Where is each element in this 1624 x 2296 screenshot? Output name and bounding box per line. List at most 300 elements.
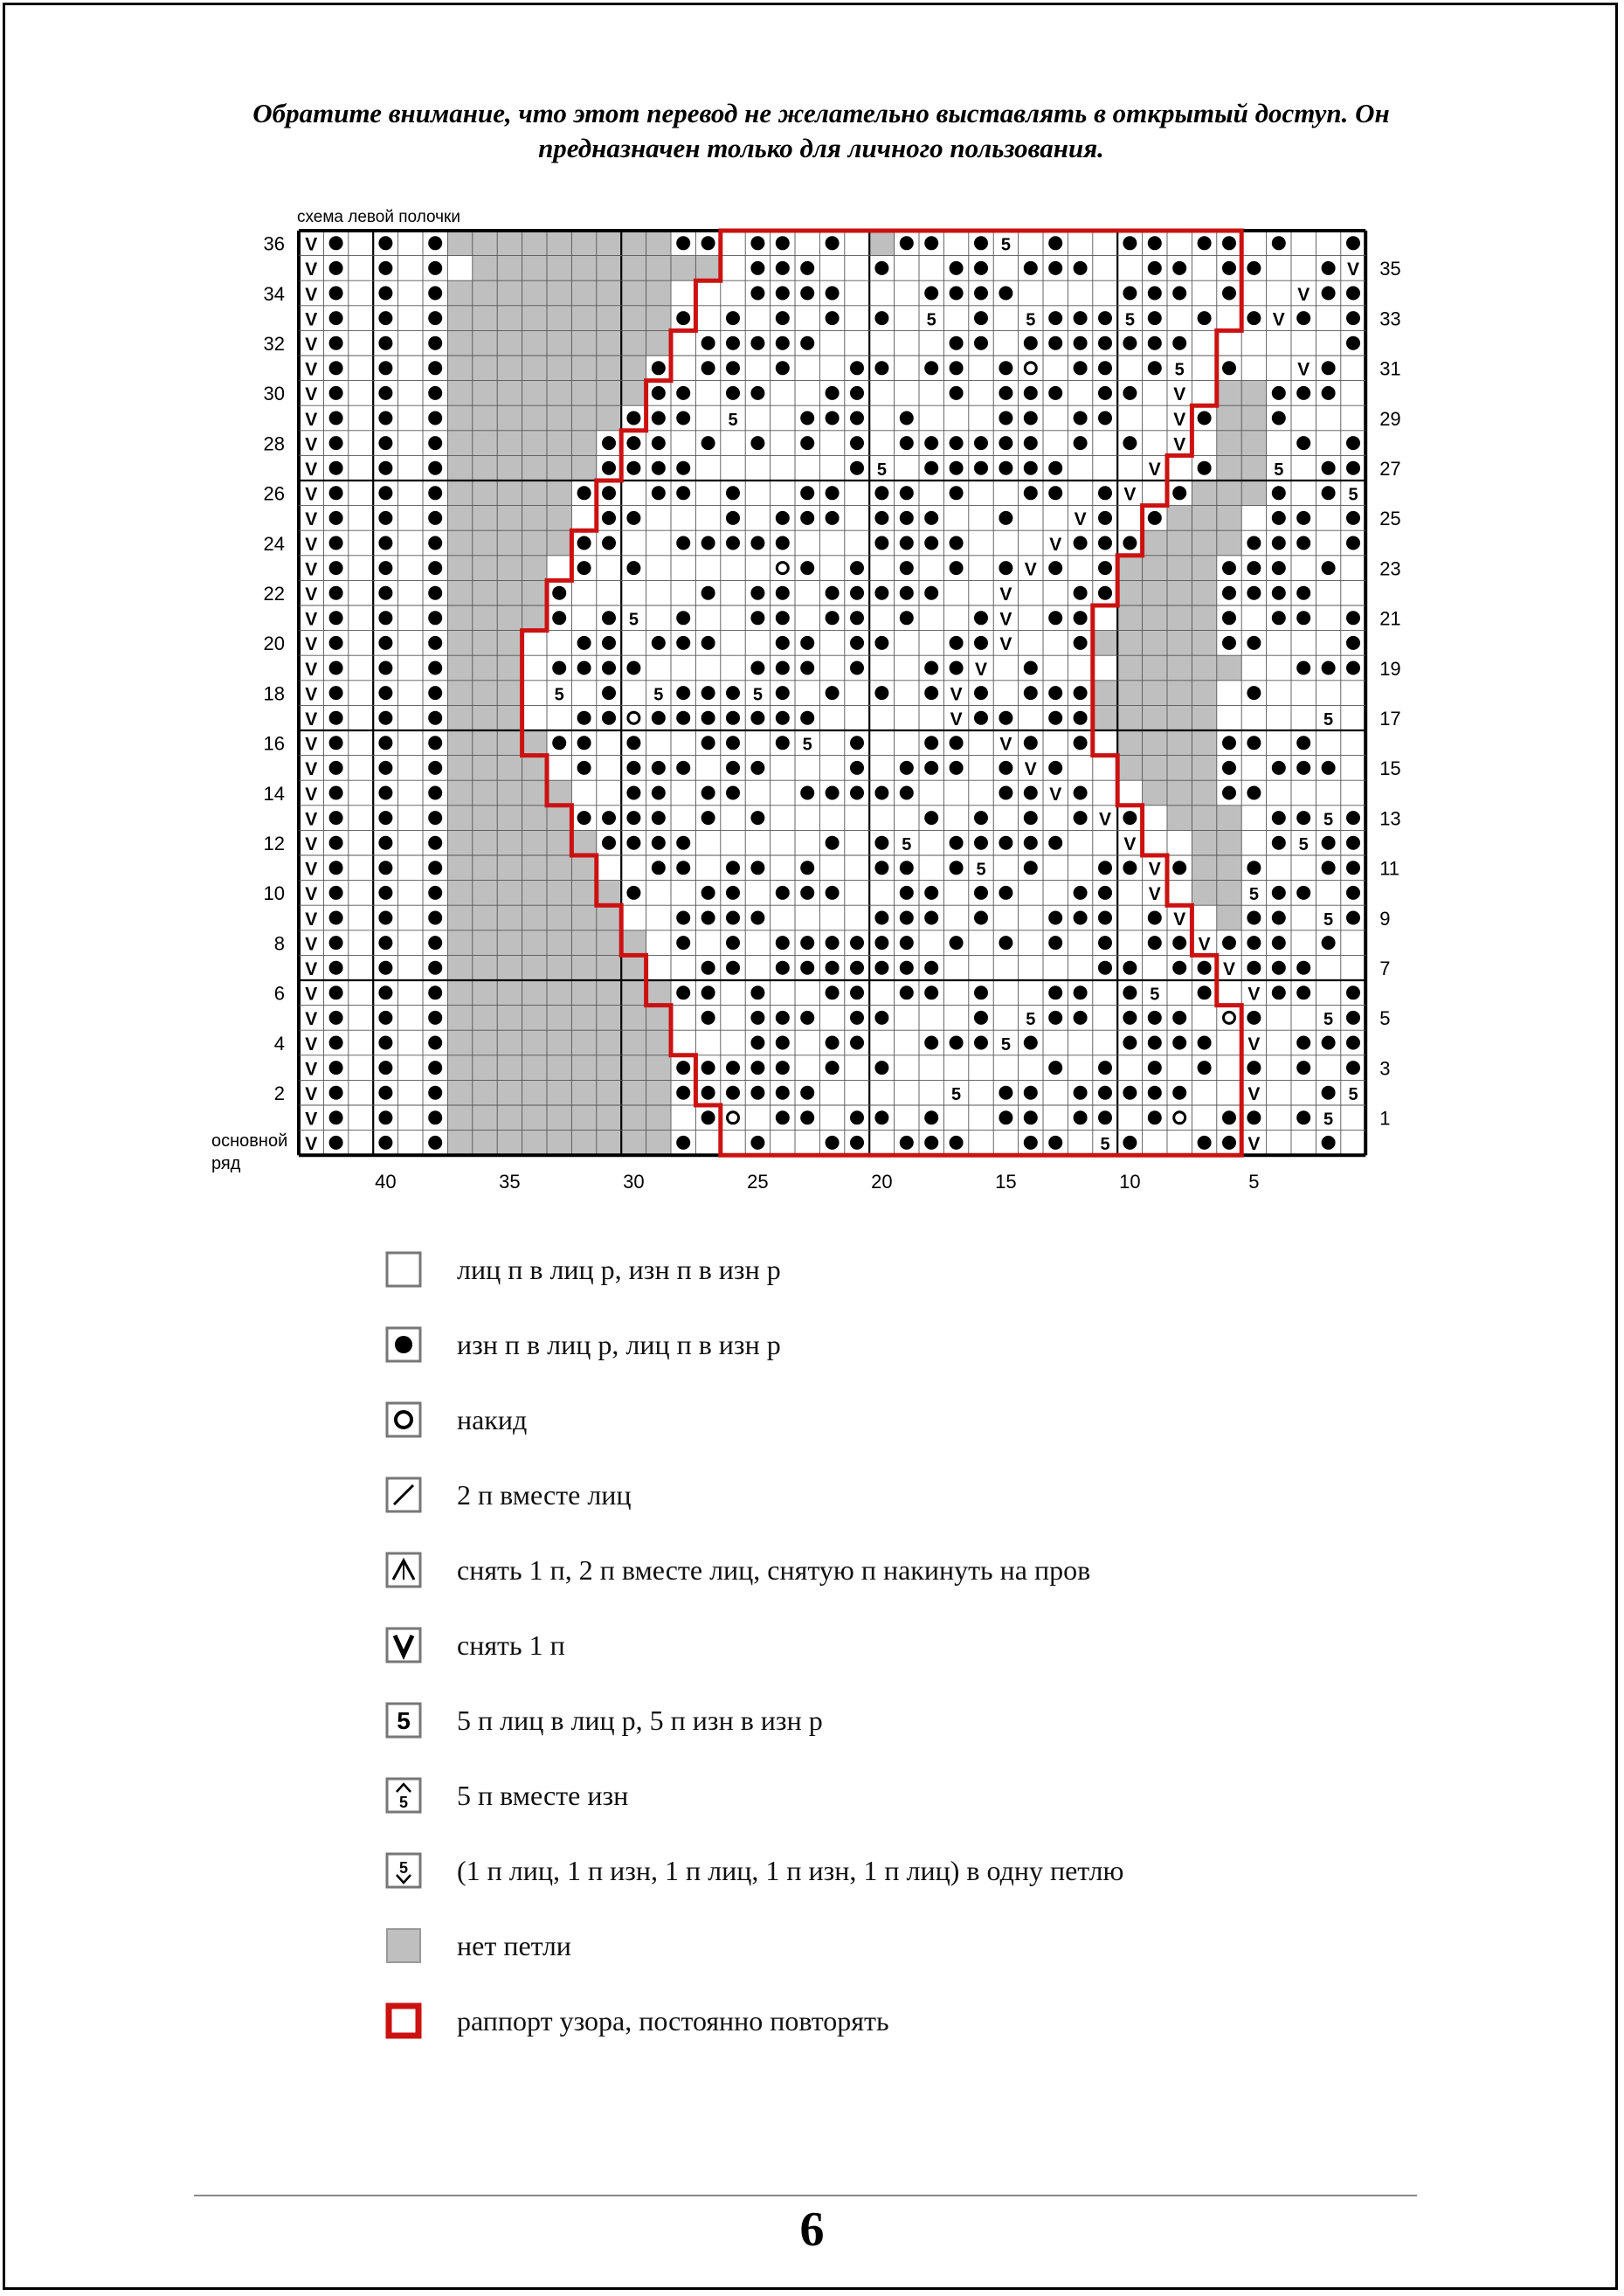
no-stitch-cell xyxy=(497,905,522,930)
no-stitch-cell xyxy=(522,830,547,855)
slip-v: V xyxy=(305,559,318,580)
no-stitch-cell xyxy=(1192,780,1216,806)
purl-dot xyxy=(1024,686,1038,700)
no-stitch-cell xyxy=(522,256,547,281)
no-stitch-cell xyxy=(473,580,497,605)
no-stitch-cell xyxy=(497,431,522,456)
no-stitch-cell xyxy=(1167,556,1192,581)
yarn-over xyxy=(777,563,788,574)
no-stitch-cell xyxy=(597,1055,621,1081)
no-stitch-cell xyxy=(547,905,571,930)
legend-text: изн п в лиц р, лиц п в изн р xyxy=(457,1328,781,1360)
no-stitch-cell xyxy=(1143,730,1167,756)
purl-dot xyxy=(1222,561,1236,575)
no-stitch-cell xyxy=(522,506,547,531)
row-label-right: 1 xyxy=(1379,1107,1391,1130)
purl-dot xyxy=(652,436,666,450)
no-stitch-cell xyxy=(1093,705,1117,730)
purl-dot xyxy=(974,886,988,900)
purl-dot xyxy=(726,361,740,375)
purl-dot xyxy=(776,1011,790,1025)
no-stitch-cell xyxy=(597,955,621,980)
purl-dot xyxy=(950,361,964,375)
no-stitch-cell xyxy=(1117,756,1142,781)
purl-dot xyxy=(1098,411,1112,425)
purl-dot xyxy=(950,461,964,475)
no-stitch-cell xyxy=(597,881,621,906)
five-up-icon xyxy=(384,1776,423,1815)
purl-dot xyxy=(900,436,914,450)
purl-dot xyxy=(626,511,640,525)
no-stitch-cell xyxy=(1192,556,1216,581)
repeat-square-icon xyxy=(384,2002,423,2040)
five-stitch: 5 xyxy=(1348,1085,1358,1104)
purl-dot xyxy=(577,711,591,725)
purl-dot xyxy=(652,786,666,800)
slip-v: V xyxy=(305,359,318,380)
purl-dot xyxy=(1172,1036,1186,1050)
no-stitch-cell xyxy=(447,455,472,481)
no-stitch-cell xyxy=(447,830,472,855)
slip-v: V xyxy=(1198,934,1211,955)
purl-dot xyxy=(999,711,1012,725)
purl-dot xyxy=(1024,786,1038,800)
purl-dot xyxy=(1346,836,1360,850)
slip-v: V xyxy=(305,959,318,979)
no-stitch-cell xyxy=(447,431,472,456)
purl-dot xyxy=(999,561,1012,575)
purl-dot xyxy=(1123,236,1137,250)
purl-dot xyxy=(1247,936,1261,950)
no-stitch-cell xyxy=(447,306,472,331)
no-stitch-cell xyxy=(597,280,621,306)
purl-dot xyxy=(329,586,343,600)
purl-dot xyxy=(1148,1110,1162,1124)
purl-dot xyxy=(924,811,938,825)
purl-dot xyxy=(1074,636,1088,650)
purl-dot xyxy=(1123,386,1137,400)
purl-dot xyxy=(726,1086,740,1100)
purl-dot xyxy=(974,436,988,450)
slip-v: V xyxy=(305,859,318,880)
slip-v: V xyxy=(1297,284,1310,305)
purl-dot xyxy=(1074,436,1088,450)
row-label-right: 5 xyxy=(1379,1007,1391,1030)
purl-dot xyxy=(900,761,914,775)
no-stitch-cell xyxy=(547,405,571,431)
purl-dot xyxy=(999,836,1012,850)
no-stitch-cell xyxy=(1241,455,1266,481)
purl-dot xyxy=(1148,1086,1162,1100)
purl-dot xyxy=(1098,1086,1112,1100)
purl-dot xyxy=(1296,985,1310,999)
purl-dot xyxy=(1272,886,1286,900)
purl-dot xyxy=(999,436,1012,450)
purl-dot xyxy=(428,486,442,500)
five-stitch: 5 xyxy=(1026,1010,1036,1030)
purl-dot xyxy=(602,811,616,825)
no-stitch-cell xyxy=(473,930,497,956)
purl-dot xyxy=(776,611,790,625)
no-stitch-cell xyxy=(447,780,472,806)
no-stitch-cell xyxy=(447,756,472,781)
column-label: 20 xyxy=(871,1171,893,1193)
purl-dot xyxy=(1123,436,1137,450)
purl-dot xyxy=(676,411,690,425)
five-stitch: 5 xyxy=(876,460,887,480)
no-stitch-cell xyxy=(597,356,621,381)
slip-v: V xyxy=(305,1084,318,1104)
no-stitch-cell xyxy=(597,1105,621,1131)
purl-dot xyxy=(750,261,764,275)
no-stitch-cell xyxy=(1167,780,1192,806)
purl-dot xyxy=(1322,936,1336,950)
purl-dot xyxy=(701,236,715,250)
purl-dot xyxy=(850,461,864,475)
purl-dot xyxy=(378,336,392,350)
purl-dot xyxy=(1247,861,1261,875)
purl-dot xyxy=(1296,536,1310,550)
no-stitch-cell xyxy=(497,256,522,281)
purl-dot xyxy=(329,461,343,475)
purl-dot xyxy=(378,411,392,425)
purl-dot xyxy=(826,985,840,999)
purl-dot xyxy=(800,1086,814,1100)
notice-line-2: предназначен только для личного пользования. xyxy=(538,133,1104,163)
no-stitch-cell xyxy=(597,980,621,1006)
no-stitch-cell xyxy=(447,1105,472,1131)
five-stitch: 5 xyxy=(976,860,986,880)
purl-dot xyxy=(1172,336,1186,350)
no-stitch-cell xyxy=(1192,730,1216,756)
purl-dot xyxy=(750,1036,764,1050)
purl-dot xyxy=(750,436,764,450)
no-stitch-cell xyxy=(597,1030,621,1055)
slip-v: V xyxy=(305,1059,318,1080)
purl-dot xyxy=(1346,436,1360,450)
purl-dot xyxy=(428,1086,442,1100)
purl-dot xyxy=(850,1011,864,1025)
no-stitch-cell xyxy=(473,280,497,306)
no-stitch-cell xyxy=(571,231,596,256)
purl-dot xyxy=(676,636,690,650)
purl-dot xyxy=(1172,261,1186,275)
purl-dot xyxy=(676,686,690,700)
purl-dot xyxy=(1346,636,1360,650)
purl-dot xyxy=(626,886,640,900)
no-stitch-cell xyxy=(522,405,547,431)
purl-dot xyxy=(1074,811,1088,825)
no-stitch-cell xyxy=(447,806,472,831)
purl-dot xyxy=(378,811,392,825)
no-stitch-cell xyxy=(497,405,522,431)
purl-dot xyxy=(626,736,640,750)
purl-dot xyxy=(378,761,392,775)
row-label-left: 18 xyxy=(263,682,285,705)
purl-dot xyxy=(701,961,715,975)
purl-dot xyxy=(701,1011,715,1025)
no-stitch-cell xyxy=(597,930,621,956)
no-stitch-cell xyxy=(522,905,547,930)
purl-dot xyxy=(924,586,938,600)
purl-dot xyxy=(776,711,790,725)
column-label: 35 xyxy=(499,1171,521,1193)
no-stitch-cell xyxy=(547,955,571,980)
row-label-right: 11 xyxy=(1379,857,1400,880)
no-stitch-cell xyxy=(646,330,671,356)
no-stitch-cell xyxy=(473,1055,497,1081)
purl-dot xyxy=(1346,461,1360,475)
no-stitch-cell xyxy=(522,881,547,906)
purl-dot xyxy=(1123,336,1137,350)
no-stitch-cell xyxy=(571,955,596,980)
legend-item-five-inc xyxy=(384,1833,1123,1908)
no-stitch-cell xyxy=(1167,705,1192,730)
purl-dot xyxy=(701,1086,715,1100)
purl-dot xyxy=(1222,586,1236,600)
purl-dot xyxy=(974,1011,988,1025)
no-stitch-cell xyxy=(547,1030,571,1055)
purl-dot xyxy=(1346,287,1360,301)
purl-dot xyxy=(1172,1086,1186,1100)
purl-dot xyxy=(378,1086,392,1100)
row-label-left: 24 xyxy=(263,532,285,555)
purl-dot xyxy=(950,561,964,575)
purl-dot xyxy=(378,736,392,750)
purl-dot xyxy=(999,886,1012,900)
purl-dot xyxy=(800,661,814,675)
slip-v: V xyxy=(305,259,318,280)
no-stitch-cell xyxy=(473,1030,497,1055)
purl-dot xyxy=(1048,911,1062,925)
row-label-right: 23 xyxy=(1379,557,1401,580)
purl-dot xyxy=(577,761,591,775)
no-stitch-cell xyxy=(473,905,497,930)
no-stitch-cell xyxy=(547,1131,571,1156)
purl-dot xyxy=(701,1061,715,1075)
purl-dot xyxy=(701,336,715,350)
no-stitch-cell xyxy=(497,481,522,506)
purl-dot xyxy=(676,1061,690,1075)
purl-dot xyxy=(1222,761,1236,775)
no-stitch-cell xyxy=(621,306,646,331)
row-label-right: 7 xyxy=(1379,958,1391,979)
no-stitch-cell xyxy=(1117,605,1142,631)
purl-dot xyxy=(850,561,864,575)
purl-dot xyxy=(826,586,840,600)
slip-v: V xyxy=(305,384,318,405)
purl-dot xyxy=(428,586,442,600)
purl-dot xyxy=(378,386,392,400)
purl-dot xyxy=(924,985,938,999)
purl-dot xyxy=(950,386,964,400)
purl-dot xyxy=(726,486,740,500)
column-label: 10 xyxy=(1119,1171,1141,1193)
purl-dot xyxy=(701,1110,715,1124)
purl-dot xyxy=(1346,861,1360,875)
purl-dot xyxy=(378,711,392,725)
purl-dot xyxy=(776,236,790,250)
no-stitch-cell xyxy=(597,256,621,281)
purl-dot xyxy=(428,1011,442,1025)
circle-icon xyxy=(384,1400,423,1439)
purl-dot xyxy=(378,1036,392,1050)
no-stitch-cell xyxy=(621,231,646,256)
purl-dot xyxy=(1098,386,1112,400)
purl-dot xyxy=(676,911,690,925)
purl-dot xyxy=(776,536,790,550)
no-stitch-cell xyxy=(497,280,522,306)
purl-dot xyxy=(1098,536,1112,550)
purl-dot xyxy=(924,511,938,525)
purl-dot xyxy=(1024,1110,1038,1124)
purl-dot xyxy=(329,886,343,900)
purl-dot xyxy=(1296,811,1310,825)
purl-dot xyxy=(329,811,343,825)
no-stitch-cell xyxy=(1143,681,1167,706)
no-stitch-cell xyxy=(1167,530,1192,556)
purl-dot xyxy=(1048,336,1062,350)
row-label-left: 34 xyxy=(263,282,285,305)
purl-dot xyxy=(826,961,840,975)
no-stitch-cell xyxy=(447,1006,472,1031)
purl-dot xyxy=(999,1086,1012,1100)
purl-dot xyxy=(776,686,790,700)
purl-dot xyxy=(329,686,343,700)
no-stitch-cell xyxy=(621,256,646,281)
purl-dot xyxy=(676,861,690,875)
purl-dot xyxy=(1048,711,1062,725)
no-stitch-cell xyxy=(1217,806,1241,831)
purl-dot xyxy=(428,661,442,675)
purl-dot xyxy=(950,836,964,850)
purl-dot xyxy=(974,311,988,325)
slip-v: V xyxy=(1173,909,1186,930)
purl-dot xyxy=(676,236,690,250)
no-stitch-cell xyxy=(522,330,547,356)
svg-text:5: 5 xyxy=(397,1707,411,1734)
slip-v: V xyxy=(305,309,318,330)
purl-dot xyxy=(552,661,566,675)
purl-dot xyxy=(428,336,442,350)
purl-dot xyxy=(874,311,888,325)
purl-dot xyxy=(428,686,442,700)
five-stitch: 5 xyxy=(1323,810,1334,830)
no-stitch-cell xyxy=(473,506,497,531)
purl-dot xyxy=(1074,1110,1088,1124)
no-stitch-cell xyxy=(522,756,547,781)
purl-dot xyxy=(1346,985,1360,999)
purl-dot xyxy=(1272,811,1286,825)
purl-dot xyxy=(974,686,988,700)
no-stitch-cell xyxy=(497,1006,522,1031)
purl-dot xyxy=(750,761,764,775)
purl-dot xyxy=(950,436,964,450)
purl-dot xyxy=(1123,1036,1137,1050)
no-stitch-cell xyxy=(1117,556,1142,581)
purl-dot xyxy=(428,311,442,325)
purl-dot xyxy=(776,1086,790,1100)
no-stitch-cell xyxy=(497,605,522,631)
purl-dot xyxy=(1272,936,1286,950)
purl-dot xyxy=(874,486,888,500)
purl-dot xyxy=(428,985,442,999)
no-stitch-cell xyxy=(571,356,596,381)
no-stitch-cell xyxy=(1143,631,1167,656)
no-stitch-cell xyxy=(473,431,497,456)
purl-dot xyxy=(1346,811,1360,825)
purl-dot xyxy=(1272,985,1286,999)
no-stitch-cell xyxy=(1117,730,1142,756)
purl-dot xyxy=(924,461,938,475)
purl-dot xyxy=(999,786,1012,800)
row-label-left: 8 xyxy=(273,932,285,955)
purl-dot xyxy=(1247,786,1261,800)
purl-dot xyxy=(826,936,840,950)
purl-dot xyxy=(776,1110,790,1124)
purl-dot xyxy=(776,1061,790,1075)
purl-dot xyxy=(1098,1061,1112,1075)
purl-dot xyxy=(974,261,988,275)
no-stitch-cell xyxy=(547,980,571,1006)
no-stitch-cell xyxy=(497,756,522,781)
no-stitch-cell xyxy=(1167,730,1192,756)
purl-dot xyxy=(577,811,591,825)
purl-dot xyxy=(428,936,442,950)
no-stitch-cell xyxy=(497,681,522,706)
legend-text: снять 1 п xyxy=(457,1629,565,1661)
no-stitch-cell xyxy=(597,1131,621,1156)
purl-dot xyxy=(826,411,840,425)
purl-dot xyxy=(776,261,790,275)
five-stitch: 5 xyxy=(1348,485,1358,505)
legend xyxy=(384,1232,1123,2058)
slip-v: V xyxy=(1123,834,1137,854)
purl-dot xyxy=(428,511,442,525)
purl-dot xyxy=(726,761,740,775)
purl-dot xyxy=(900,411,914,425)
purl-dot xyxy=(974,461,988,475)
purl-dot xyxy=(800,261,814,275)
slip-v: V xyxy=(305,884,318,905)
no-stitch-cell xyxy=(447,681,472,706)
no-stitch-cell xyxy=(571,855,596,881)
no-stitch-cell xyxy=(447,955,472,980)
purl-dot xyxy=(428,861,442,875)
row-label-right: 33 xyxy=(1379,308,1401,330)
purl-dot xyxy=(1024,1136,1038,1150)
no-stitch-cell xyxy=(522,356,547,381)
purl-dot xyxy=(701,786,715,800)
column-label: 30 xyxy=(623,1171,645,1193)
purl-dot xyxy=(726,786,740,800)
purl-dot xyxy=(950,736,964,750)
purl-dot xyxy=(900,611,914,625)
svg-text:5: 5 xyxy=(398,1794,409,1811)
no-stitch-cell xyxy=(473,455,497,481)
purl-dot xyxy=(800,636,814,650)
no-stitch-cell xyxy=(473,1006,497,1031)
no-stitch-cell xyxy=(1192,681,1216,706)
purl-dot xyxy=(378,361,392,375)
purl-dot xyxy=(900,886,914,900)
no-stitch-cell xyxy=(1192,530,1216,556)
purl-dot xyxy=(1247,536,1261,550)
purl-dot xyxy=(1098,561,1112,575)
purl-dot xyxy=(1074,336,1088,350)
purl-dot xyxy=(826,236,840,250)
purl-dot xyxy=(602,436,616,450)
